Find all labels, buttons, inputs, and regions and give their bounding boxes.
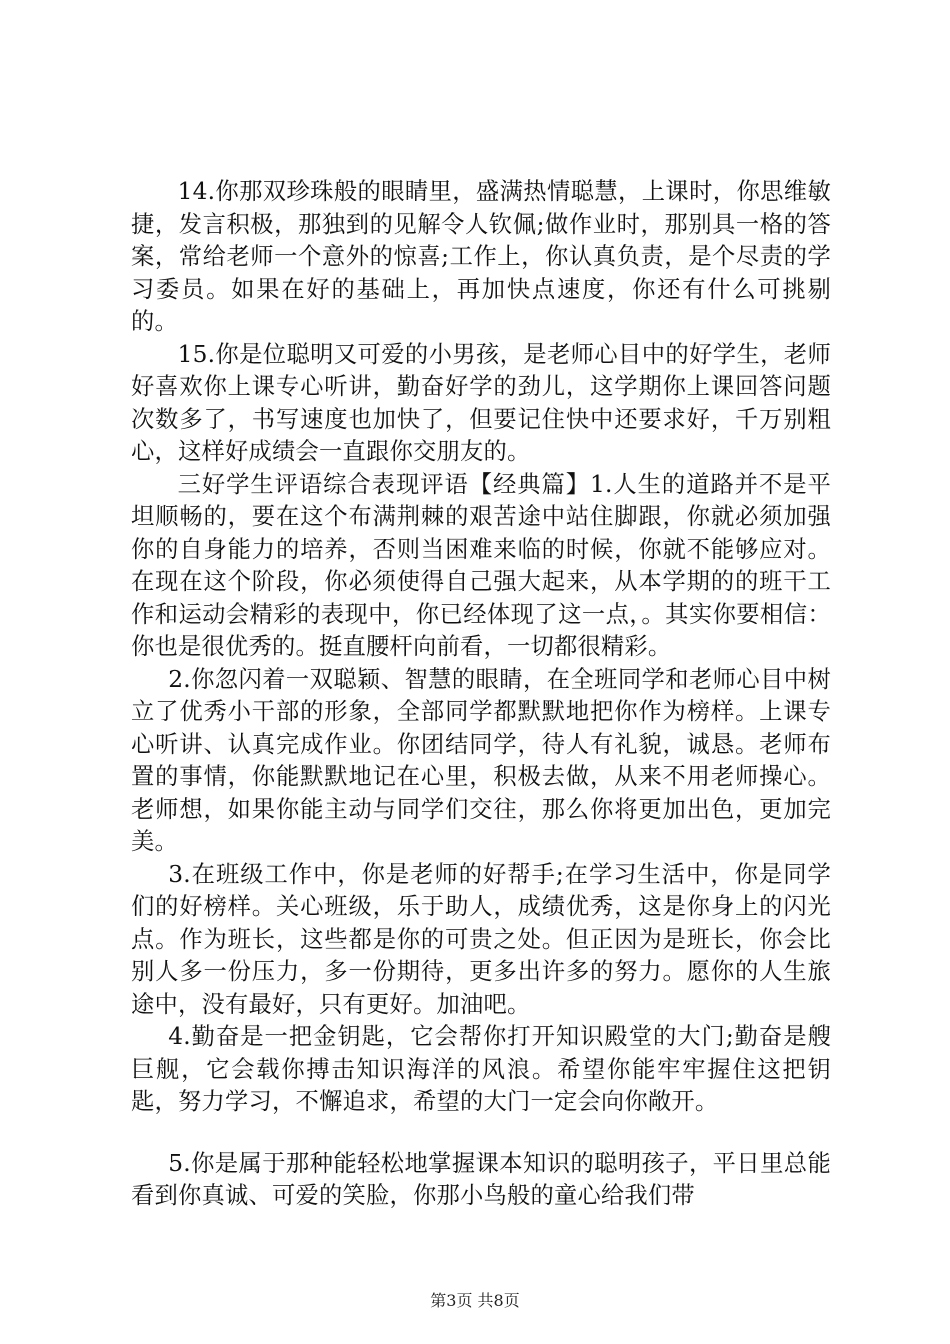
paragraph-14: 14.你那双珍珠般的眼睛里，盛满热情聪慧，上课时，你思维敏捷，发言积极，那独到的见解令人钦佩;做作业时，那别具一格的答案，常给老师一个意外的惊喜;工作上，你认真负责，是个尽责的学习委员。如果在好的基础上，再加快点速度，你还有什么可挑剔的。 (131, 178, 831, 335)
paragraph-classic-1: 三好学生评语综合表现评语【经典篇】1.人生的道路并不是平坦顺畅的，要在这个布满荆棘的艰苦途中站住脚跟，你就必须加强你的自身能力的培养，否则当困难来临的时候，你就不能够应对。在现在这个阶段，你必须使得自己强大起来，从本学期的的班干工作和运动会精彩的表现中，你已经体现了这一点，。其实你要相信：你也是很优秀的。挺直腰杆向前看，一切都很精彩。 (131, 470, 831, 660)
paragraph-classic-4: 4.勤奋是一把金钥匙，它会帮你打开知识殿堂的大门;勤奋是艘巨舰，它会载你搏击知识海洋的风浪。希望你能牢牢握住这把钥匙，努力学习，不懈追求，希望的大门一定会向你敞开。 (131, 1023, 831, 1115)
paragraph-classic-5: 5.你是属于那种能轻松地掌握课本知识的聪明孩子，平日里总能看到你真诚、可爱的笑脸，你那小鸟般的童心给我们带 (131, 1149, 831, 1209)
paragraph-classic-3: 3.在班级工作中，你是老师的好帮手;在学习生活中，你是同学们的好榜样。关心班级，乐于助人，成绩优秀，这是你身上的闪光点。作为班长，这些都是你的可贵之处。但正因为是班长，你会比别人多一份压力，多一份期待，更多出许多的努力。愿你的人生旅途中，没有最好，只有更好。加油吧。 (131, 860, 831, 1018)
page-footer: 第3页 共8页 (430, 1291, 520, 1310)
paragraph-15: 15.你是位聪明又可爱的小男孩，是老师心目中的好学生，老师好喜欢你上课专心听讲，勤奋好学的劲儿，这学期你上课回答问题次数多了，书写速度也加快了，但要记住快中还要求好，千万别粗心，这样好成绩会一直跟你交朋友的。 (131, 340, 831, 465)
paragraph-classic-2: 2.你忽闪着一双聪颖、智慧的眼睛，在全班同学和老师心目中树立了优秀小干部的形象，全部同学都默默地把你作为榜样。上课专心听讲、认真完成作业。你团结同学，待人有礼貌，诚恳。老师布置的事情，你能默默地记在心里，积极去做，从来不用老师操心。老师想，如果你能主动与同学们交往，那么你将更加出色，更加完美。 (131, 665, 831, 855)
document-body (131, 176, 831, 1213)
